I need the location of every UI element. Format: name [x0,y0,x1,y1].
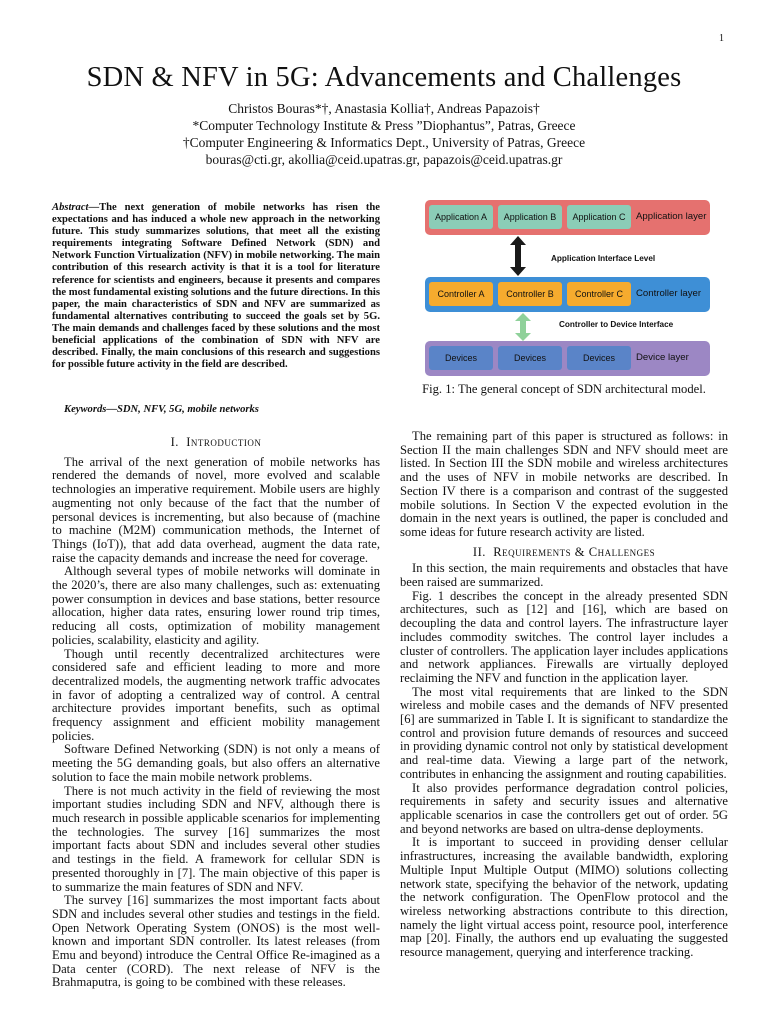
keywords: Keywords—SDN, NFV, 5G, mobile networks [64,404,259,415]
application-layer [425,200,710,235]
section-1-heading [52,436,380,450]
app-box-c: Application C [567,205,631,229]
device-box-2: Devices [498,346,562,370]
paragraph: It also provides performance degradation control policies, requirements in safety and security issues and alternative applicable scenarios in case the controllers get out of order. 5G and beyond networks are based on ultra-dense deployments. [400,780,728,836]
application-layer-label: Application layer [636,211,707,222]
paragraph: The most vital requirements that are linked to the SDN wireless and mobile cases and the demands of NFV presented [6] are summarized in Table I. It is significant to standardize the control and provision future demands of resources and succeed in providing dynamic control not only by statistical development and real-time data. Viewing a large part of the network, contributes in enhancing the assignment and routing capabilities. [400,684,728,781]
author-block [0,100,768,168]
paragraph: Fig. 1 describes the concept in the already presented SDN architectures, such as [12] and [16], which are based on decoupling the data and control layers. The infrastructure layer includes commodity switches. The control layer includes a cluster of controllers. The application layer includes applications and network appliances. Firewalls are virtually deployed reclaiming the NFV and function in the application layer. [400,588,728,685]
device-layer-label: Device layer [636,352,689,363]
paragraph: Though until recently decentralized architectures were considered safe and efficient leading to more and more decentralized models, the augmenting network traffic advocates in favor of adopting a centralized way of control. A central architecture provides important benefits, such as optimal frequency assignment and efficient mobility management policies. [52,646,380,743]
paragraph: Software Defined Networking (SDN) is not only a means of meeting the 5G demanding goals, but also offers an alternative solution to face the main mobile network problems. [52,742,380,784]
affiliation-1: *Computer Technology Institute & Press ”Diophantus”, Patras, Greece [192,118,576,133]
app-box-a: Application A [429,205,493,229]
app-interface-arrow-icon [510,236,526,276]
paragraph: There is not much activity in the field of reviewing the most important studies including SDN and NFV, although there is much research in possible applicable scenarios for implementing the technologies. The survey [16] summarizes the most important facts about SDN and includes several other studies and testings in the field. A framework for cellular SDN is presented thoroughly in [7]. The main objective of this paper is to summarize the main features of SDN and NFV. [52,783,380,894]
controller-layer [425,277,710,312]
controller-box-b: Controller B [498,282,562,306]
device-layer [425,341,710,376]
affiliation-2: †Computer Engineering & Informatics Dept., University of Patras, Greece [182,135,586,150]
paragraph: Although several types of mobile networks will dominate in the 2020’s, there are also many challenges, such as: extenuating power consumption in devices and base stations, better resource allocation, higher data rates, ensuring lower round trip times, reducing all costs, optimization of mobility management policies, scalability, elasticity and agility. [52,564,380,647]
section-2-title: Requirements & Challenges [493,544,656,559]
page-number: 1 [719,33,724,44]
paragraph: The arrival of the next generation of mobile networks has rendered the demands of novel, more evolved and scalable technologies an imperative requirement. Mobile users are highly augmenting not only because of the fact that the number of personal devices is incrementing, but also because of (machine to machine (M2M) communication methods, the Internet of Things (IoT)), that add data overhead, augment the data rate, raise the capacity demands and increase the need for coverage. [52,454,380,565]
section-1-title: Introduction [186,435,262,449]
abstract-lead: Abstract [52,202,89,213]
abstract [52,202,380,371]
paragraph: In this section, the main requirements and obstacles that have been raised are summarized. [400,561,728,590]
app-box-b: Application B [498,205,562,229]
left-column [52,436,380,990]
abstract-text: —The next generation of mobile networks has risen the expectations and has induced a whole new approach in the networking future. This study summarizes solutions, that meet all the existing requirements integrating Software Defined Network (SDN) and Network Function Virtualization (NFV) in mobile networking. The main contribution of this research activity is that it is a tool for literature reference for scientists and engineers, because it presents and compares the most fundamental existing solutions and the future directions. In this paper, the main characteristics of SDN and NFV are summarized as fundamental alternatives contributing to succeed the goals set by 5G. The main demands and challenges faced by these solutions and the most beneficial applications of the combination of SDN with NFV are described. Finally, the main conclusions of this research and suggestions for possible future activity in the field are described. [52,202,380,371]
controller-interface-arrow-icon [515,313,531,341]
device-box-1: Devices [429,346,493,370]
paper-title: SDN & NFV in 5G: Advancements and Challenges [86,62,682,93]
figure-caption: Fig. 1: The general concept of SDN architectural model. [422,382,706,396]
controller-interface-label: Controller to Device Interface [559,320,674,329]
controller-box-a: Controller A [429,282,493,306]
app-interface-label: Application Interface Level [551,254,656,263]
paragraph: It is important to succeed in providing denser cellular infrastructures, increasing the available bandwidth, exploring Multiple Input Multiple Output (MIMO) solutions collecting network state, specifying the behavior of the network, updating the network configuration. The OpenFlow protocol and the wireless networking abstractions contribute to this direction, namely the light virtual access point, resource pool, interference map [20]. Finally, the authors end up evaluating the suggested resource management, querying and interference tracking. [400,835,728,960]
right-column [400,430,728,960]
section-1-number: I. [170,435,179,449]
controller-layer-label: Controller layer [636,288,702,299]
paragraph: The survey [16] summarizes the most important facts about SDN and includes several other studies and testings in the field. Open Network Operating System (ONOS) is the most well-known and important SDN controller. Its latest releases (from Emu and beyond) introduce the Central Office Re-imagined as a Data center (CORD). The next release of NFV is the Brahmaputra, is going to be combined with these releases. [52,893,380,990]
author-names: Christos Bouras*†, Anastasia Kollia†, Andreas Papazois† [228,101,540,116]
section-2-number: II. [472,544,486,559]
controller-box-c: Controller C [567,282,631,306]
device-box-3: Devices [567,346,631,370]
paragraph: The remaining part of this paper is structured as follows: in Section II the main challenges SDN and NFV should meet are listed. In Section III the SDN mobile and wireless architectures and the uses of NFV in mobile networks are described. In Section IV there is a comparison and contrast of the suggested mobile solutions. In Section V the expected evolution in the domain in the next years is outlined, the paper is concluded and some ideas for future research activity are listed. [400,429,728,539]
section-2-heading [400,546,728,560]
sdn-architecture-figure [418,196,710,382]
author-emails: bouras@cti.gr, akollia@ceid.upatras.gr, papazois@ceid.upatras.gr [205,152,563,167]
